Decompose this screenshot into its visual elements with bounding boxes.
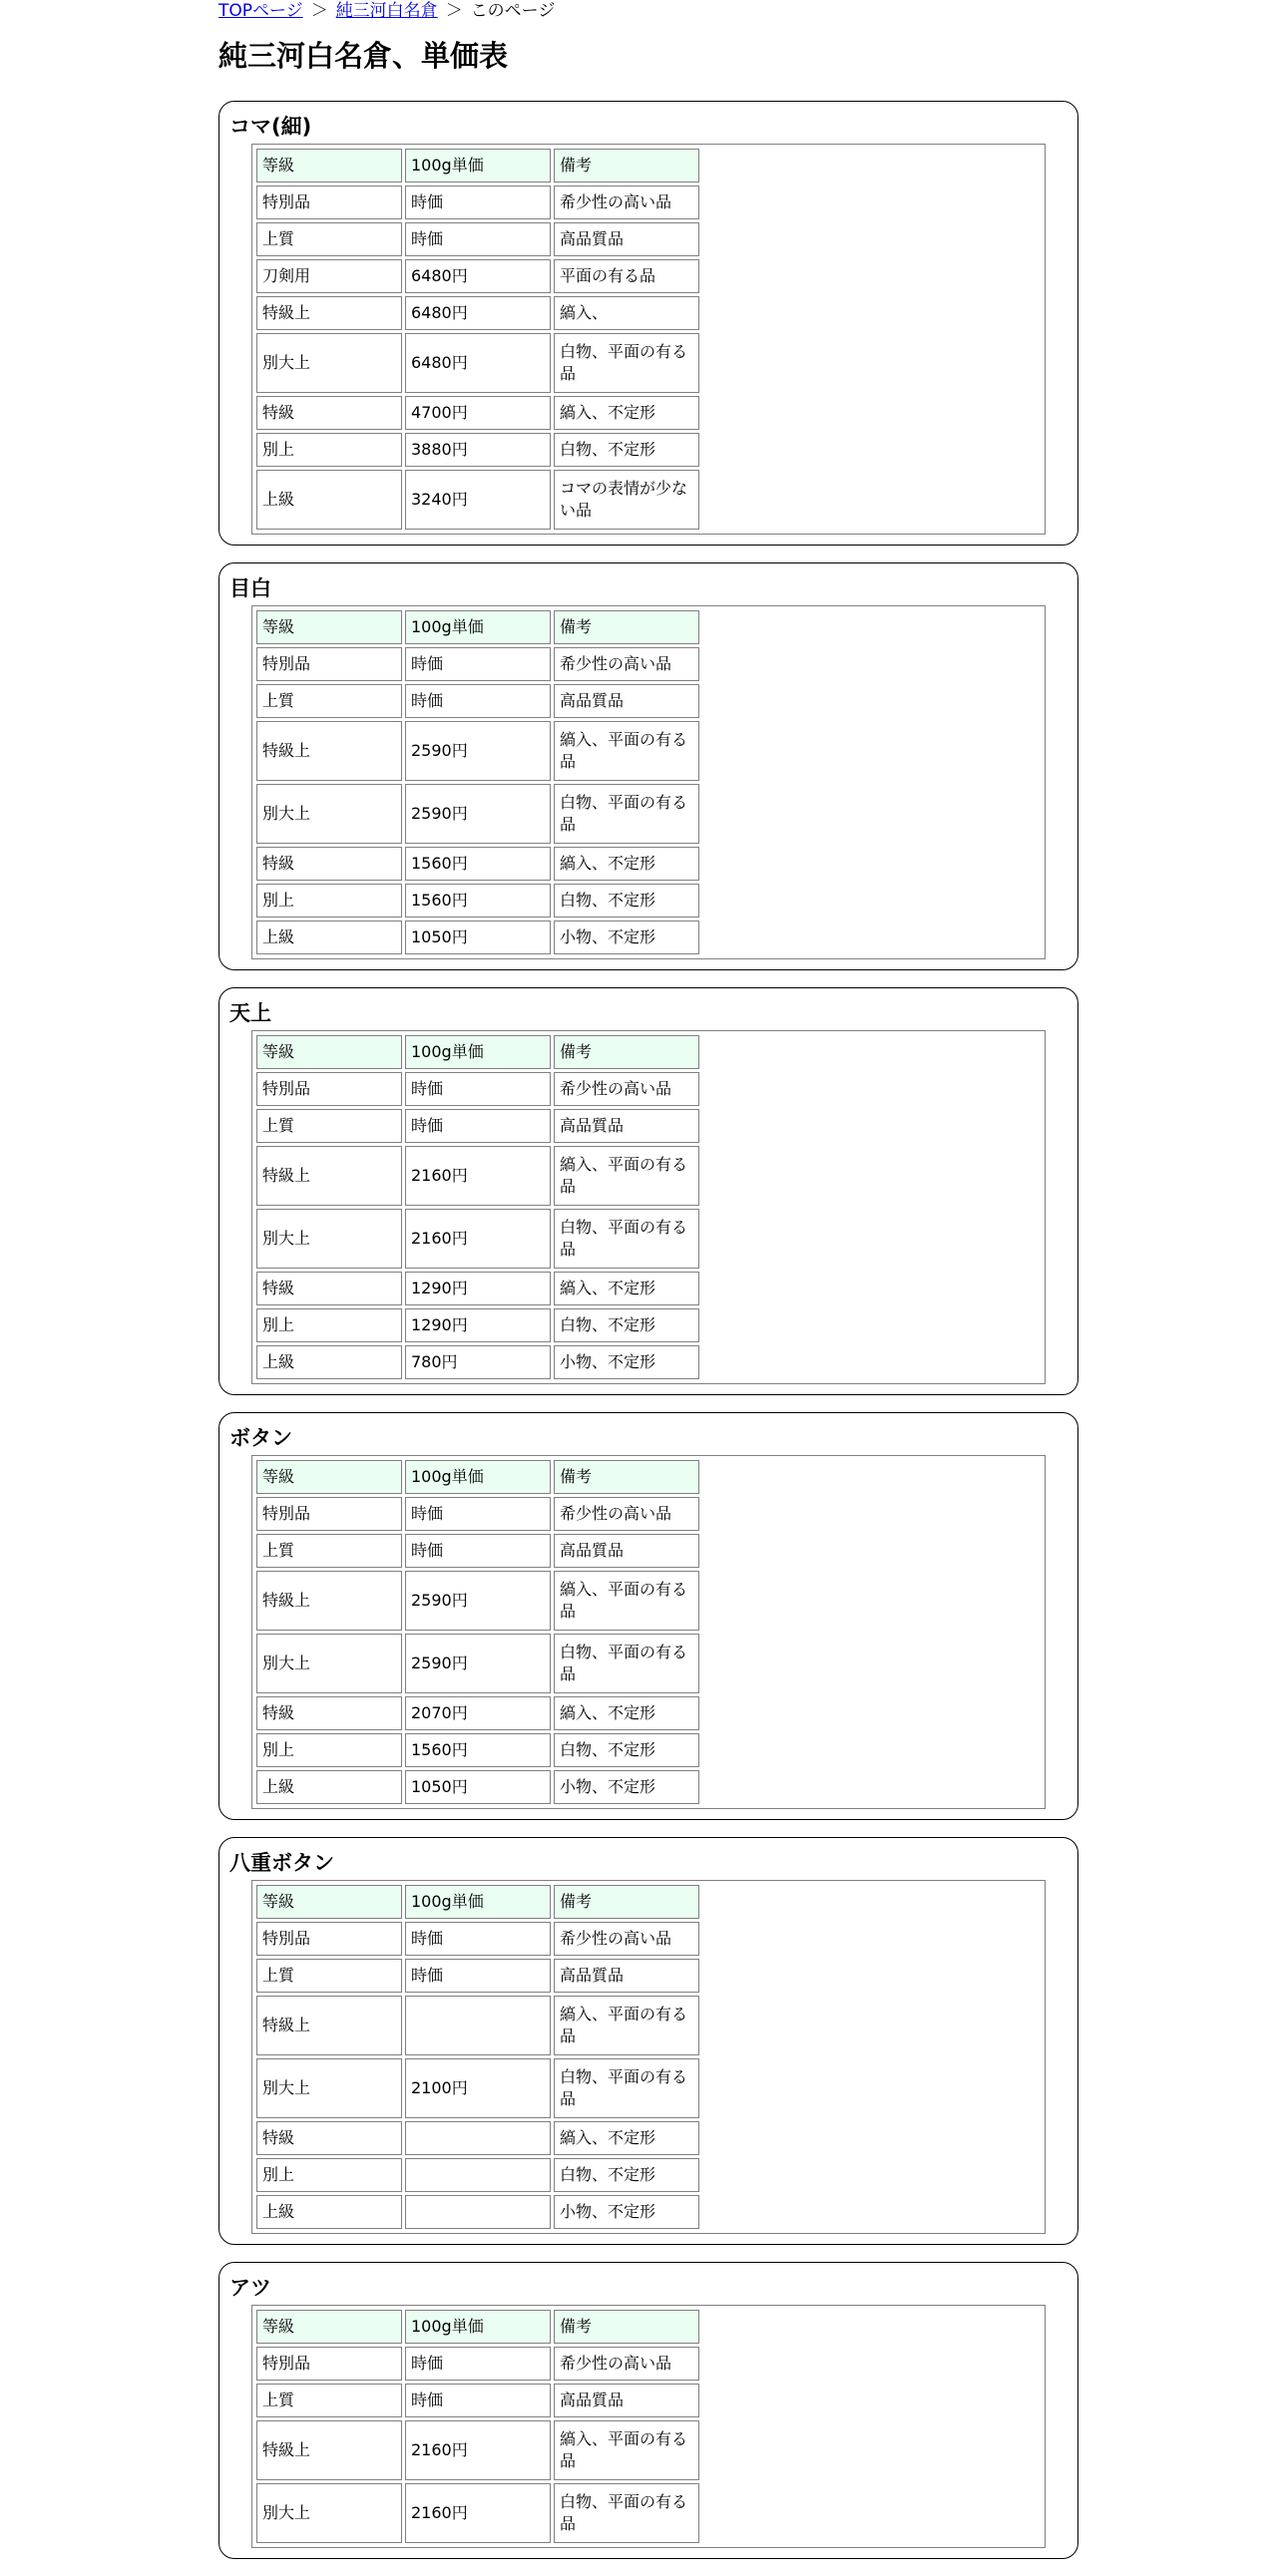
breadcrumb: [218, 0, 1078, 22]
price-table-frame: [251, 1455, 1046, 1809]
header-price-cell: 100g単価: [405, 1460, 551, 1494]
grade-cell: 特別品: [256, 185, 402, 219]
note-cell: 希少性の高い品: [554, 1072, 699, 1106]
note-cell: 縞入、平面の有る品: [554, 1146, 699, 1206]
header-grade-cell: 等級: [256, 610, 402, 644]
table-row: [256, 1209, 699, 1269]
note-cell: 希少性の高い品: [554, 1497, 699, 1531]
price-section: [218, 2262, 1078, 2559]
table-row: [256, 259, 699, 293]
table-row: [256, 222, 699, 256]
header-grade-cell: 等級: [256, 2310, 402, 2344]
table-row: [256, 1497, 699, 1531]
note-cell: 希少性の高い品: [554, 2347, 699, 2381]
section-title: アツ: [229, 2276, 271, 2300]
grade-cell: 上質: [256, 684, 402, 718]
note-cell: 縞入、平面の有る品: [554, 721, 699, 781]
table-header-row: [256, 149, 699, 183]
price-cell: 1050円: [405, 920, 551, 954]
price-cell: 6480円: [405, 333, 551, 393]
grade-cell: 別上: [256, 2158, 402, 2192]
note-cell: 希少性の高い品: [554, 647, 699, 681]
header-note-cell: 備考: [554, 1035, 699, 1069]
note-cell: 小物、不定形: [554, 1770, 699, 1804]
table-row: [256, 784, 699, 844]
breadcrumb-separator: ＞: [310, 1, 328, 21]
note-cell: 縞入、不定形: [554, 1696, 699, 1730]
header-grade-cell: 等級: [256, 1035, 402, 1069]
price-cell: 6480円: [405, 259, 551, 293]
price-cell: 2590円: [405, 721, 551, 781]
section-title: ボタン: [229, 1426, 292, 1450]
note-cell: 白物、平面の有る品: [554, 1209, 699, 1269]
price-cell: 1560円: [405, 847, 551, 881]
price-cell: 2160円: [405, 1209, 551, 1269]
grade-cell: 特別品: [256, 2347, 402, 2381]
table-row: [256, 2195, 699, 2229]
table-row: [256, 1272, 699, 1305]
note-cell: 高品質品: [554, 1959, 699, 1993]
table-row: [256, 433, 699, 467]
price-cell: [405, 2121, 551, 2155]
grade-cell: 上級: [256, 2195, 402, 2229]
grade-cell: 特級: [256, 1272, 402, 1305]
price-cell: 時価: [405, 222, 551, 256]
table-row: [256, 1072, 699, 1106]
note-cell: 希少性の高い品: [554, 185, 699, 219]
price-cell: 時価: [405, 1109, 551, 1143]
table-row: [256, 2483, 699, 2543]
table-row: [256, 2420, 699, 2480]
note-cell: 縞入、不定形: [554, 1272, 699, 1305]
note-cell: 縞入、平面の有る品: [554, 1571, 699, 1631]
price-cell: 1290円: [405, 1308, 551, 1342]
note-cell: 小物、不定形: [554, 2195, 699, 2229]
note-cell: 白物、不定形: [554, 2158, 699, 2192]
note-cell: 小物、不定形: [554, 920, 699, 954]
price-section: [218, 101, 1078, 546]
price-section: [218, 1837, 1078, 2245]
header-grade-cell: 等級: [256, 1460, 402, 1494]
price-cell: 1050円: [405, 1770, 551, 1804]
grade-cell: 上質: [256, 2384, 402, 2417]
table-row: [256, 1733, 699, 1767]
note-cell: 縞入、平面の有る品: [554, 1996, 699, 2055]
price-cell: [405, 2195, 551, 2229]
price-cell: 2160円: [405, 2420, 551, 2480]
breadcrumb-parent-link[interactable]: 純三河白名倉: [335, 1, 438, 21]
header-note-cell: 備考: [554, 2310, 699, 2344]
grade-cell: 特級上: [256, 721, 402, 781]
table-header-row: [256, 1885, 699, 1919]
note-cell: 縞入、不定形: [554, 2121, 699, 2155]
grade-cell: 別大上: [256, 1634, 402, 1693]
price-section: [218, 1412, 1078, 1820]
price-cell: 時価: [405, 684, 551, 718]
price-cell: 2160円: [405, 2483, 551, 2543]
price-table: [253, 1032, 702, 1382]
section-title: 八重ボタン: [229, 1851, 334, 1875]
grade-cell: 特別品: [256, 647, 402, 681]
note-cell: 縞入、不定形: [554, 396, 699, 430]
grade-cell: 特別品: [256, 1922, 402, 1956]
grade-cell: 上質: [256, 1109, 402, 1143]
grade-cell: 特級: [256, 2121, 402, 2155]
price-cell: 1560円: [405, 884, 551, 918]
table-header-row: [256, 2310, 699, 2344]
breadcrumb-current: このページ: [470, 1, 556, 21]
header-note-cell: 備考: [554, 149, 699, 183]
note-cell: 白物、不定形: [554, 884, 699, 918]
note-cell: 高品質品: [554, 2384, 699, 2417]
table-row: [256, 2158, 699, 2192]
price-table: [253, 1457, 702, 1807]
section-title: 天上: [229, 1001, 271, 1025]
table-row: [256, 1696, 699, 1730]
price-cell: 1290円: [405, 1272, 551, 1305]
price-table-frame: [251, 144, 1046, 535]
table-row: [256, 847, 699, 881]
table-row: [256, 470, 699, 530]
table-row: [256, 721, 699, 781]
price-section: [218, 987, 1078, 1395]
grade-cell: 特級: [256, 1696, 402, 1730]
section-title: 目白: [229, 576, 271, 600]
note-cell: 白物、平面の有る品: [554, 2483, 699, 2543]
page-title: 純三河白名倉、単価表: [218, 39, 509, 73]
note-cell: 高品質品: [554, 1109, 699, 1143]
table-row: [256, 1922, 699, 1956]
table-row: [256, 647, 699, 681]
grade-cell: 別上: [256, 1308, 402, 1342]
price-table-frame: [251, 1030, 1046, 1384]
grade-cell: 特級: [256, 847, 402, 881]
price-cell: [405, 1996, 551, 2055]
note-cell: 高品質品: [554, 222, 699, 256]
grade-cell: 刀剣用: [256, 259, 402, 293]
grade-cell: 別大上: [256, 1209, 402, 1269]
grade-cell: 特級上: [256, 1996, 402, 2055]
breadcrumb-separator: ＞: [445, 1, 463, 21]
grade-cell: 別大上: [256, 333, 402, 393]
grade-cell: 特級上: [256, 1146, 402, 1206]
grade-cell: 別上: [256, 433, 402, 467]
price-cell: 2070円: [405, 1696, 551, 1730]
table-header-row: [256, 1035, 699, 1069]
grade-cell: 別大上: [256, 784, 402, 844]
price-table-frame: [251, 1880, 1046, 2234]
table-row: [256, 1770, 699, 1804]
note-cell: コマの表情が少ない品: [554, 470, 699, 530]
grade-cell: 上級: [256, 470, 402, 530]
grade-cell: 特別品: [256, 1072, 402, 1106]
note-cell: 高品質品: [554, 1534, 699, 1568]
table-row: [256, 1571, 699, 1631]
grade-cell: 特級上: [256, 1571, 402, 1631]
header-price-cell: 100g単価: [405, 1035, 551, 1069]
table-row: [256, 884, 699, 918]
price-cell: 時価: [405, 1072, 551, 1106]
section-title: コマ(細): [229, 115, 312, 139]
note-cell: 白物、不定形: [554, 433, 699, 467]
price-cell: 2590円: [405, 784, 551, 844]
grade-cell: 別上: [256, 1733, 402, 1767]
price-table: [253, 2307, 702, 2546]
price-cell: 4700円: [405, 396, 551, 430]
table-header-row: [256, 610, 699, 644]
note-cell: 白物、不定形: [554, 1733, 699, 1767]
price-cell: 時価: [405, 1534, 551, 1568]
price-cell: 2160円: [405, 1146, 551, 1206]
table-row: [256, 920, 699, 954]
table-row: [256, 1109, 699, 1143]
table-row: [256, 333, 699, 393]
price-cell: 1560円: [405, 1733, 551, 1767]
price-cell: 780円: [405, 1345, 551, 1379]
price-cell: 6480円: [405, 296, 551, 330]
price-table: [253, 146, 702, 533]
note-cell: 白物、平面の有る品: [554, 2058, 699, 2118]
price-table: [253, 607, 702, 957]
note-cell: 縞入、: [554, 296, 699, 330]
table-row: [256, 684, 699, 718]
note-cell: 白物、平面の有る品: [554, 333, 699, 393]
header-grade-cell: 等級: [256, 1885, 402, 1919]
grade-cell: 特級: [256, 396, 402, 430]
table-row: [256, 1534, 699, 1568]
table-row: [256, 396, 699, 430]
table-row: [256, 1996, 699, 2055]
price-table-frame: [251, 2305, 1046, 2548]
price-cell: 時価: [405, 185, 551, 219]
grade-cell: 特級上: [256, 2420, 402, 2480]
grade-cell: 上質: [256, 1534, 402, 1568]
price-table-frame: [251, 605, 1046, 959]
price-table: [253, 1882, 702, 2232]
table-row: [256, 2121, 699, 2155]
note-cell: 縞入、不定形: [554, 847, 699, 881]
price-cell: 3880円: [405, 433, 551, 467]
table-row: [256, 1634, 699, 1693]
header-note-cell: 備考: [554, 1460, 699, 1494]
table-row: [256, 296, 699, 330]
price-cell: 3240円: [405, 470, 551, 530]
grade-cell: 別上: [256, 884, 402, 918]
grade-cell: 上質: [256, 222, 402, 256]
table-row: [256, 1308, 699, 1342]
note-cell: 白物、平面の有る品: [554, 784, 699, 844]
price-cell: 2590円: [405, 1634, 551, 1693]
page-content: [218, 0, 1078, 2576]
grade-cell: 特級上: [256, 296, 402, 330]
grade-cell: 別大上: [256, 2058, 402, 2118]
price-cell: 時価: [405, 2347, 551, 2381]
note-cell: 高品質品: [554, 684, 699, 718]
note-cell: 白物、平面の有る品: [554, 1634, 699, 1693]
price-section: [218, 562, 1078, 970]
note-cell: 縞入、平面の有る品: [554, 2420, 699, 2480]
table-row: [256, 1146, 699, 1206]
price-cell: 時価: [405, 2384, 551, 2417]
header-note-cell: 備考: [554, 1885, 699, 1919]
header-price-cell: 100g単価: [405, 149, 551, 183]
grade-cell: 上質: [256, 1959, 402, 1993]
table-row: [256, 2347, 699, 2381]
table-row: [256, 1959, 699, 1993]
price-cell: 時価: [405, 1922, 551, 1956]
table-row: [256, 1345, 699, 1379]
price-cell: 2590円: [405, 1571, 551, 1631]
price-cell: [405, 2158, 551, 2192]
breadcrumb-top-link[interactable]: TOPページ: [218, 1, 303, 21]
price-cell: 2100円: [405, 2058, 551, 2118]
note-cell: 平面の有る品: [554, 259, 699, 293]
note-cell: 白物、不定形: [554, 1308, 699, 1342]
table-row: [256, 2058, 699, 2118]
note-cell: 希少性の高い品: [554, 1922, 699, 1956]
header-note-cell: 備考: [554, 610, 699, 644]
header-grade-cell: 等級: [256, 149, 402, 183]
grade-cell: 上級: [256, 920, 402, 954]
price-cell: 時価: [405, 647, 551, 681]
grade-cell: 上級: [256, 1345, 402, 1379]
price-cell: 時価: [405, 1497, 551, 1531]
note-cell: 小物、不定形: [554, 1345, 699, 1379]
table-row: [256, 2384, 699, 2417]
header-price-cell: 100g単価: [405, 2310, 551, 2344]
grade-cell: 特別品: [256, 1497, 402, 1531]
header-price-cell: 100g単価: [405, 1885, 551, 1919]
grade-cell: 上級: [256, 1770, 402, 1804]
table-header-row: [256, 1460, 699, 1494]
grade-cell: 別大上: [256, 2483, 402, 2543]
price-cell: 時価: [405, 1959, 551, 1993]
header-price-cell: 100g単価: [405, 610, 551, 644]
price-sections: [218, 101, 1078, 2559]
table-row: [256, 185, 699, 219]
